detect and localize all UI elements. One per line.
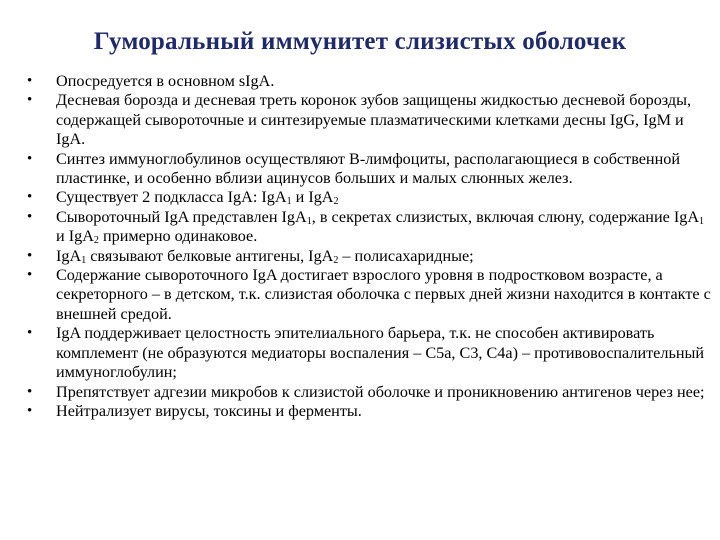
bullet-item xyxy=(27,150,713,189)
bullet-icon: • xyxy=(27,402,33,419)
bullet-list xyxy=(27,72,713,421)
bullet-item xyxy=(27,208,713,247)
bullet-icon: • xyxy=(27,92,33,109)
bullet-text: IgA$_1$ связывают белковые антигены, IgA$_2$ – полисахаридные; xyxy=(56,246,474,266)
bullet-icon: • xyxy=(27,247,33,264)
bullet-item xyxy=(27,266,713,324)
bullet-item xyxy=(27,383,713,402)
bullet-icon: • xyxy=(27,325,33,342)
bullet-text: Существует 2 подкласса IgA: IgA$_1$ и IgA$_2$ xyxy=(56,188,339,208)
bullet-icon: • xyxy=(27,189,33,206)
bullet-text: IgA поддерживает целостность эпителиального барьера, т.к. не способен активировать комплемент (не образуются медиаторы воспаления – С5а, С3, С4а) – противовоспалительный иммуноглобулин; xyxy=(56,324,705,382)
bullet-icon: • xyxy=(27,208,33,225)
bullet-text: Препятствует адгезии микробов к слизистой оболочке и проникновению антигенов через нее; xyxy=(56,382,705,401)
bullet-item xyxy=(27,72,713,91)
bullet-text: Опосредуется в основном sIgA. xyxy=(56,72,275,90)
bullet-text: Синтез иммуноглобулинов осуществляют B-лимфоциты, располагающиеся в собственной пластинке, и особенно вблизи ацинусов больших и малых слюнных желез. xyxy=(56,149,681,188)
bullet-item xyxy=(27,188,713,207)
bullet-icon: • xyxy=(27,267,33,284)
bullet-item xyxy=(27,91,713,149)
bullet-icon: • xyxy=(27,150,33,167)
bullet-icon: • xyxy=(27,73,33,89)
bullet-text: Нейтрализует вирусы, токсины и ферменты. xyxy=(56,401,362,420)
bullet-icon: • xyxy=(27,383,33,400)
bullet-text: Содержание сывороточного IgA достигает взрослого уровня в подростковом возрасте, а секреторного – в детском, т.к. слизистая оболочка с первых дней жизни находится в контакте с внешней средой. xyxy=(56,266,711,323)
bullet-text: Сывороточный IgA представлен IgA$_1$, в секретах слизистых, включая слюну, содержание IgA$_1$ и IgA$_2$ примерно одинаковое. xyxy=(56,207,705,247)
bullet-item xyxy=(27,324,713,382)
bullet-item xyxy=(27,247,713,266)
bullet-item xyxy=(27,402,713,421)
bullet-text: Десневая борозда и десневая треть коронок зубов защищены жидкостью десневой борозды, содержащей сывороточные и синтезируемые плазматическими клетками десны IgG, IgM и IgA. xyxy=(56,91,692,149)
slide-title: Гуморальный иммунитет слизистых оболочек xyxy=(93,28,627,55)
